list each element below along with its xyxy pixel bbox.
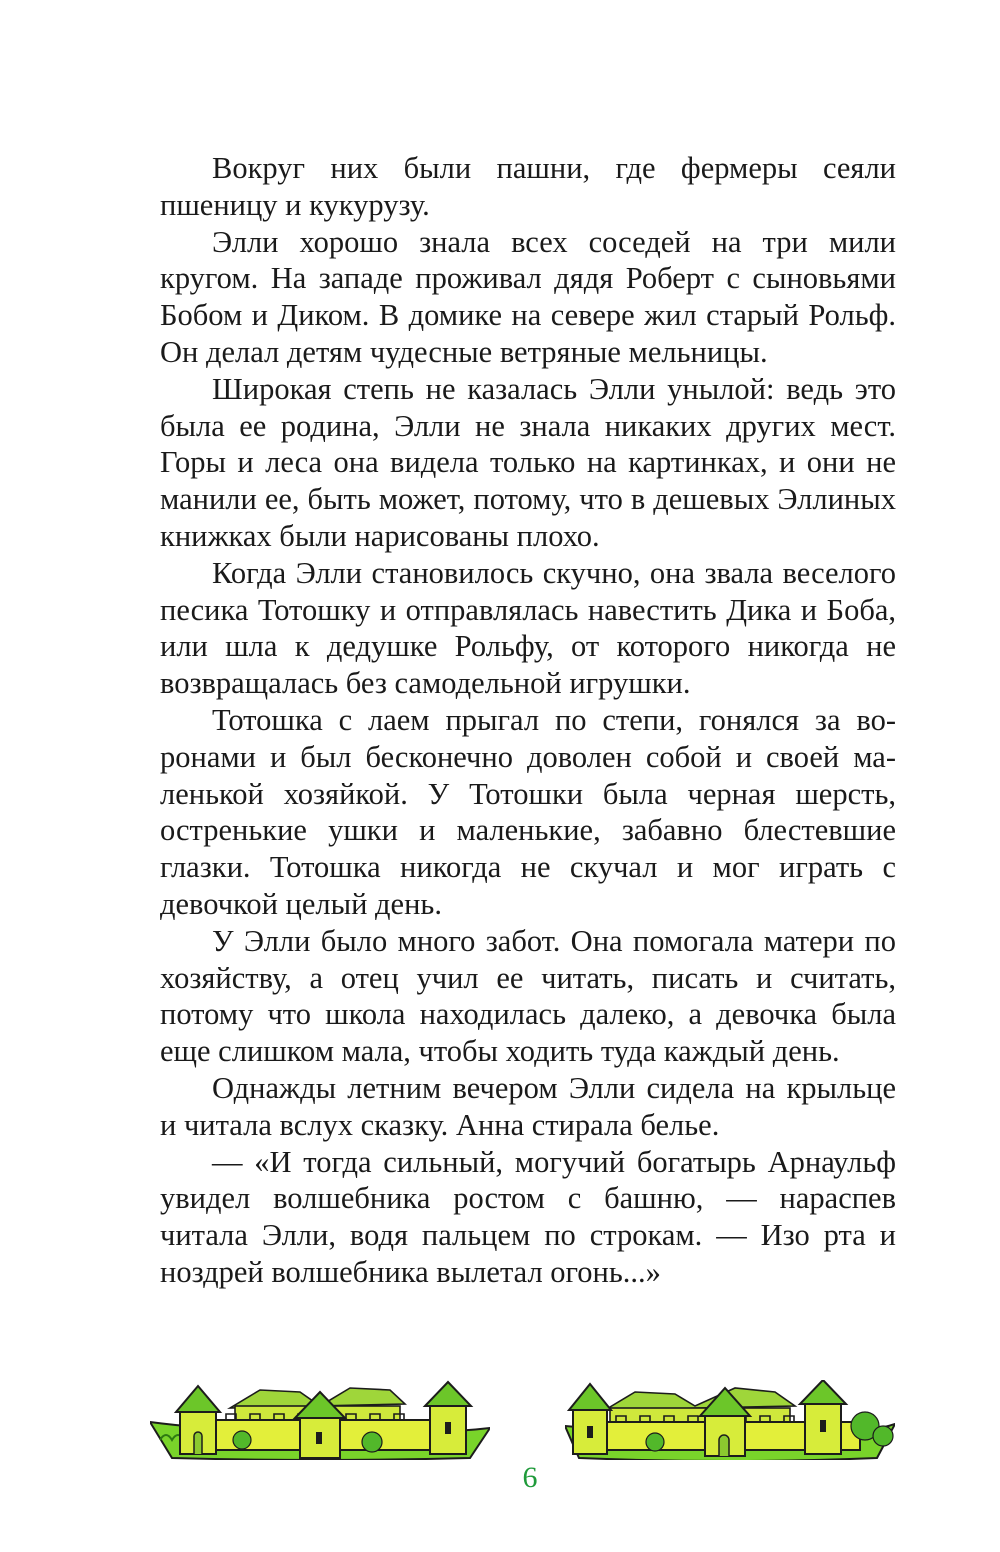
page-number: 6 [522, 1461, 538, 1494]
paragraph: Тотошка с лаем прыгал по степи, гонялся за воронами и был бесконечно доволен собой и своей маленькой хозяйкой. У Тотошки была черная шерсть, остренькие ушки и маленькие, забавно блестевшие глазки. Тотошка никогда не скучал и мог играть с девочкой целый день. [160, 702, 896, 921]
paragraph: Вокруг них были пашни, где фермеры сеяли пшеницу и кукурузу. [160, 151, 896, 222]
paragraph: Когда Элли становилось скучно, она звала веселого песика Тотошку и отправлялась навестить Дика и Боба, или шла к дедушке Рольфу, от которого никогда не возвращалась без самодельной игрушки. [160, 555, 896, 701]
page-body [160, 150, 896, 1291]
castle-illustration-left [150, 1380, 490, 1460]
paragraph: Широкая степь не казалась Элли унылой: ведь это была ее родина, Элли не знала никаких других мест. Горы и леса она видела только на картинках, и они не манили ее, быть может, потому, что в дешевых Эллиных книжках были нарисованы плохо. [160, 371, 896, 553]
paragraph: — «И тогда сильный, могучий богатырь Арнаульф увидел волшебника ростом с башню, — нараспев читала Элли, водя пальцем по строкам. — Изо рта и ноздрей волшебника вылетал огонь...» [160, 1144, 896, 1289]
paragraph: Однажды летним вечером Элли сидела на крыльце и читала вслух сказку. Анна стирала белье. [160, 1070, 896, 1142]
paragraph: Элли хорошо знала всех соседей на три мили кругом. На западе проживал дядя Роберт с сыновьями Бобом и Диком. В домике на севере жил старый Рольф. Он делал детям чудесные ветряные мельницы. [160, 224, 896, 369]
castle-illustration-right [565, 1380, 895, 1460]
paragraph: У Элли было много забот. Она помогала матери по хозяйству, а отец учил ее читать, писать и считать, потому что школа находилась далеко, а девочка была еще слишком мала, чтобы ходить туда каждый день. [160, 923, 896, 1069]
